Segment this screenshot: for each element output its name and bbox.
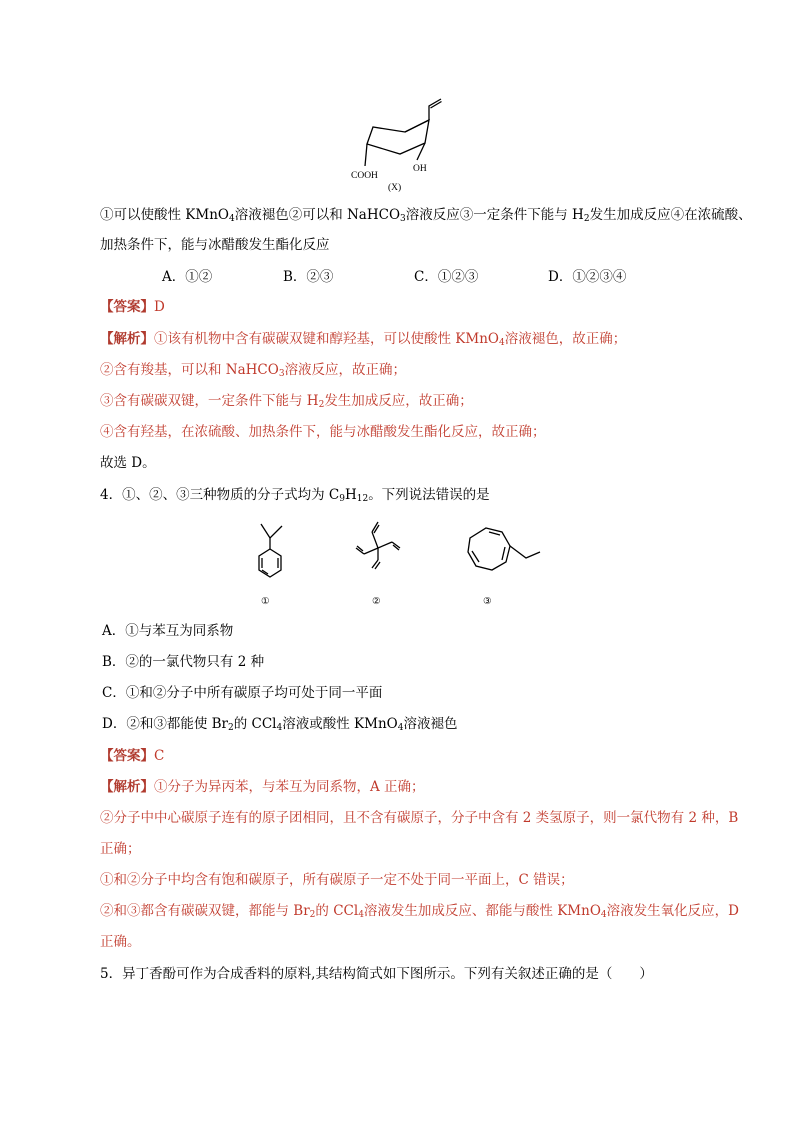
q3-option-d: D．①②③④ (548, 269, 627, 285)
q3-analysis-line2: ②含有羧基，可以和 NaHCO$_3$溶液反应，故正确； (100, 362, 407, 379)
answer-tag: 【答案】 (100, 299, 154, 315)
q3-statement-line2: 加热条件下，能与冰醋酸发生酯化反应 (100, 237, 330, 253)
q4-option-d: D．②和③都能使 $Br_2$的 CCl$_4$溶液或酸性 KMnO$_4$溶液褪色 (102, 716, 458, 733)
q5-stem: 5．异丁香酚可作为合成香料的原料,其结构简式如下图所示。下列有关叙述正确的是（ ） (100, 966, 653, 982)
q3-option-c: C．①②③ (414, 269, 479, 285)
q4-option-c: C．①和②分子中所有碳原子均可处于同一平面 (102, 685, 383, 701)
q3-option-a: A．①② (162, 269, 213, 285)
cooh-bond (365, 144, 367, 166)
q4-analysis-line2: ②分子中中心碳原子连有的原子团相同，且不含有碳原子，分子中含有 2 类氢原子，则一氯代物有 2 种，B (100, 810, 739, 826)
q3-conclusion: 故选 D。 (100, 455, 156, 471)
q4-analysis-line1: 【解析】①分子为异丙苯，与苯互为同系物，A 正确； (100, 779, 425, 795)
molecule-2-figure (348, 516, 408, 608)
molecule-3-label: ③ (483, 597, 492, 607)
cooh-label: COOH (351, 171, 378, 181)
q4-analysis-line4: ②和③都含有碳碳双键，都能与 $Br_2$的 CCl$_4$溶液发生加成反应、都能与酸性 KMnO$_4$溶液发生氧化反应，D (100, 903, 739, 920)
analysis-tag: 【解析】 (100, 779, 154, 795)
analysis-tag: 【解析】 (100, 331, 154, 347)
oh-label: OH (413, 164, 427, 174)
q3-answer-value: D (154, 299, 165, 315)
q4-analysis-line4-cont: 正确。 (100, 934, 141, 950)
q3-option-b: B．②③ (283, 269, 334, 285)
seven-membered-ring (468, 528, 510, 570)
q3-statement-line1: ①可以使酸性 KMnO$_4$溶液褪色②可以和 NaHCO$_3$溶液反应③一定条件下能与 $H_2$发生加成反应④在浓硫酸、 (100, 207, 752, 224)
q4-analysis-line3: ①和②分子中均含有饱和碳原子，所有碳原子一定不处于同一平面上，C 错误； (100, 872, 574, 888)
figure-x-caption: (X) (388, 183, 402, 193)
q3-analysis-line1: 【解析】①该有机物中含有碳碳双键和醇羟基，可以使酸性 KMnO$_4$溶液褪色，故正确； (100, 331, 627, 348)
q3-analysis-line3: ③含有碳碳双键，一定条件下能与 $H_2$发生加成反应，故正确； (100, 393, 473, 410)
q4-answer (100, 747, 164, 765)
q4-analysis-line2-cont: 正确； (100, 841, 141, 857)
structure-x-figure (345, 94, 465, 192)
molecule-1-label: ① (261, 597, 270, 607)
ring-bond-extra (405, 120, 429, 132)
isopropyl-group (261, 524, 282, 538)
q4-answer-value: C (154, 748, 165, 764)
molecule-2-label: ② (372, 597, 381, 607)
answer-tag: 【答案】 (100, 748, 154, 764)
q3-analysis-line4: ④含有羟基，在浓硫酸、加热条件下，能与冰醋酸发生酯化反应，故正确； (100, 424, 546, 440)
molecule-1-figure (248, 516, 298, 608)
q3-answer (100, 298, 165, 316)
q4-stem: 4．①、②、③三种物质的分子式均为 $C_9H_{12}$。下列说法错误的是 (100, 487, 490, 504)
molecule-3-figure (456, 516, 546, 608)
q4-option-a: A．①与苯互为同系物 (102, 623, 234, 639)
q4-option-b: B．②的一氯代物只有 2 种 (102, 654, 265, 670)
